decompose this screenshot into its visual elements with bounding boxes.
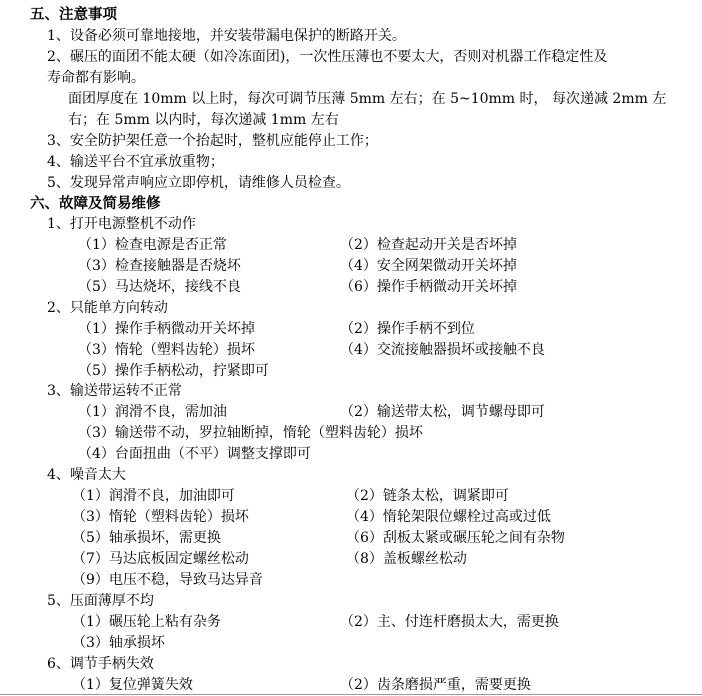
g2-item-5: （5）操作手柄松动，拧紧即可 bbox=[78, 363, 269, 379]
g4-item-6: （6）刮板太紧或碾压轮之间有杂物 bbox=[346, 530, 565, 546]
g6-item-1: （1）复位弹簧失效 bbox=[72, 677, 193, 693]
g5-title: 5、压面薄厚不均 bbox=[47, 593, 154, 609]
g1-item-6: （6）操作手柄微动开关坏掉 bbox=[340, 279, 517, 295]
g4-item-8: （8）盖板螺丝松动 bbox=[346, 551, 467, 567]
g2-item-1: （1）操作手柄微动开关坏掉 bbox=[78, 321, 255, 337]
section-5-heading: 五、注意事项 bbox=[30, 6, 117, 23]
s5-item-2-line-3: 面团厚度在 10mm 以上时，每次可调节压薄 5mm 左右；在 5~10mm 时， 每次递减 2mm 左 bbox=[68, 91, 667, 107]
g1-item-3: （3）检查接触器是否烧坏 bbox=[78, 258, 241, 274]
s5-item-2-line-4: 右；在 5mm 以内时，每次递减 1mm 左右 bbox=[68, 112, 339, 128]
g4-item-7: （7）马达底板固定螺丝松动 bbox=[72, 551, 249, 567]
s5-item-5: 5、发现异常声响应立即停机，请维修人员检查。 bbox=[47, 175, 350, 191]
s5-item-2-line-2: 寿命都有影响。 bbox=[47, 70, 145, 86]
g4-title: 4、噪音太大 bbox=[47, 467, 126, 483]
g6-item-2: （2）齿条磨损严重，需要更换 bbox=[340, 677, 531, 693]
g2-item-4: （4）交流接触器损坏或接触不良 bbox=[340, 342, 545, 358]
bottom-divider bbox=[0, 694, 702, 695]
g3-title: 3、输送带运转不正常 bbox=[47, 383, 182, 399]
g1-item-5: （5）马达烧坏，接线不良 bbox=[78, 279, 241, 295]
g1-item-1: （1）检查电源是否正常 bbox=[78, 237, 227, 253]
g4-item-4: （4）惰轮架限位螺栓过高或过低 bbox=[346, 509, 551, 525]
g6-title: 6、调节手柄失效 bbox=[47, 656, 154, 672]
g5-item-2: （2）主、付连杆磨损太大，需更换 bbox=[340, 614, 559, 630]
s5-item-1: 1、设备必须可靠地接地，并安装带漏电保护的断路开关。 bbox=[47, 28, 406, 44]
g2-title: 2、只能单方向转动 bbox=[47, 300, 168, 316]
g3-item-4: （4）台面扭曲（不平）调整支撑即可 bbox=[78, 446, 311, 462]
s5-item-2-line-1: 2、碾压的面团不能太硬（如冷冻面团)，一次性压薄也不要太大，否则对机器工作稳定性及 bbox=[47, 49, 608, 65]
s5-item-3: 3、安全防护架任意一个抬起时，整机应能停止工作； bbox=[47, 133, 378, 149]
g4-item-9: （9）电压不稳，导致马达异音 bbox=[72, 572, 263, 588]
g3-item-2: （2）输送带太松，调节螺母即可 bbox=[340, 404, 545, 420]
g4-item-1: （1）润滑不良，加油即可 bbox=[72, 488, 235, 504]
g5-item-1: （1）碾压轮上粘有杂务 bbox=[72, 614, 221, 630]
section-6-heading: 六、故障及简易维修 bbox=[30, 195, 161, 212]
g2-item-3: （3）惰轮（塑料齿轮）损坏 bbox=[78, 342, 255, 358]
g1-item-2: （2）检查起动开关是否坏掉 bbox=[340, 237, 517, 253]
g5-item-3: （3）轴承损坏 bbox=[72, 635, 165, 651]
g1-item-4: （4）安全网架微动开关坏掉 bbox=[340, 258, 517, 274]
g4-item-2: （2）链条太松，调紧即可 bbox=[346, 488, 509, 504]
g4-item-5: （5）轴承损坏，需更换 bbox=[72, 530, 221, 546]
g3-item-3: （3）输送带不动，罗拉轴断掉，惰轮（塑料齿轮）损坏 bbox=[78, 425, 423, 441]
g4-item-3: （3）惰轮（塑料齿轮）损坏 bbox=[72, 509, 249, 525]
g2-item-2: （2）操作手柄不到位 bbox=[340, 321, 475, 337]
s5-item-4: 4、输送平台不宜承放重物； bbox=[47, 154, 224, 170]
g3-item-1: （1）润滑不良，需加油 bbox=[78, 404, 227, 420]
g1-title: 1、打开电源整机不动作 bbox=[47, 216, 196, 232]
